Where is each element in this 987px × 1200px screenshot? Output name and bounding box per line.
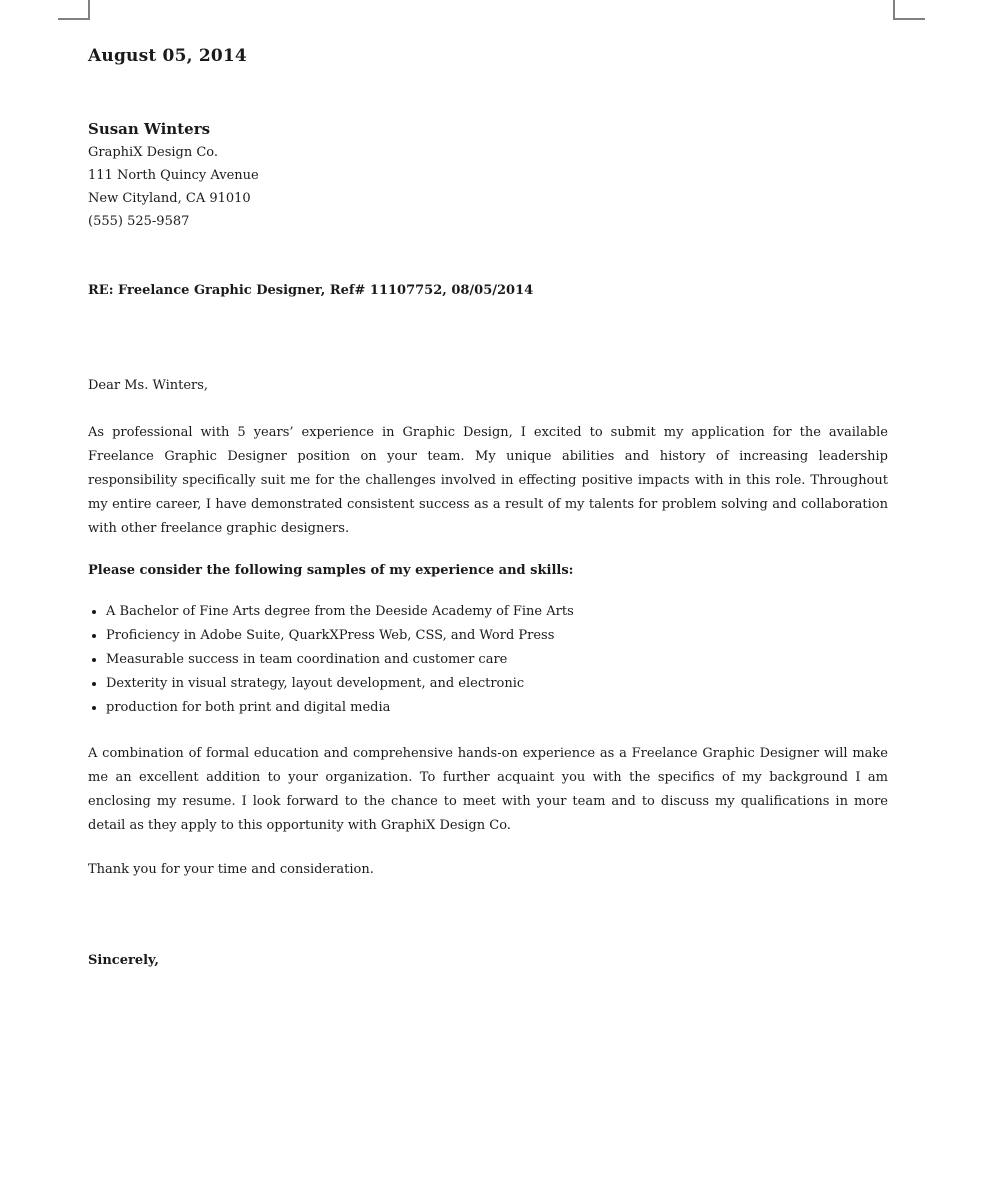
recipient-address-block — [88, 118, 888, 233]
thank-you-line: Thank you for your time and consideration. — [88, 862, 374, 877]
recipient-phone: (555) 525-9587 — [88, 214, 190, 229]
letter-page — [88, 40, 888, 968]
skills-list-item: • Measurable success in team coordination and customer care — [106, 648, 888, 672]
salutation: Dear Ms. Winters, — [88, 378, 209, 393]
skills-list-item: • Dexterity in visual strategy, layout development, and electronic — [106, 672, 888, 696]
closing-paragraph: A combination of formal education and comprehensive hands-on experience as a Freelance Graphic Designer will make me an excellent addition to your organization. To further acquaint you with the specifics of my background I am enclosing my resume. I look forward to the chance to meet with your team and to discuss my qualifications in more detail as they apply to this opportunity with GraphiX Design Co. — [88, 746, 888, 833]
subject-reference-line: RE: Freelance Graphic Designer, Ref# 11107752, 08/05/2014 — [88, 283, 534, 298]
skills-list-item: • Proficiency in Adobe Suite, QuarkXPress Web, CSS, and Word Press — [106, 624, 888, 648]
recipient-city: New Cityland, CA 91010 — [88, 191, 251, 206]
crop-mark-top-left — [58, 0, 90, 20]
skills-heading: Please consider the following samples of my experience and skills: — [88, 563, 574, 578]
letter-date: August 05, 2014 — [88, 46, 247, 66]
skills-list-item: • A Bachelor of Fine Arts degree from the Deeside Academy of Fine Arts — [106, 600, 888, 624]
recipient-company: GraphiX Design Co. — [88, 145, 219, 160]
signoff: Sincerely, — [88, 953, 159, 968]
recipient-street: 111 North Quincy Avenue — [88, 168, 259, 183]
crop-mark-top-right — [893, 0, 925, 20]
intro-paragraph: As professional with 5 years’ experience in Graphic Design, I excited to submit my application for the available Freelance Graphic Designer position on your team. My unique abilities and history of increasing leadership responsibility specifically suit me for the challenges involved in effecting positive impacts with in this role. Throughout my entire career, I have demonstrated consistent success as a result of my talents for problem solving and collaboration with other freelance graphic designers. — [88, 425, 888, 536]
recipient-name: Susan Winters — [88, 120, 211, 138]
skills-list — [88, 600, 888, 720]
skills-list-item: • production for both print and digital media — [106, 696, 888, 720]
